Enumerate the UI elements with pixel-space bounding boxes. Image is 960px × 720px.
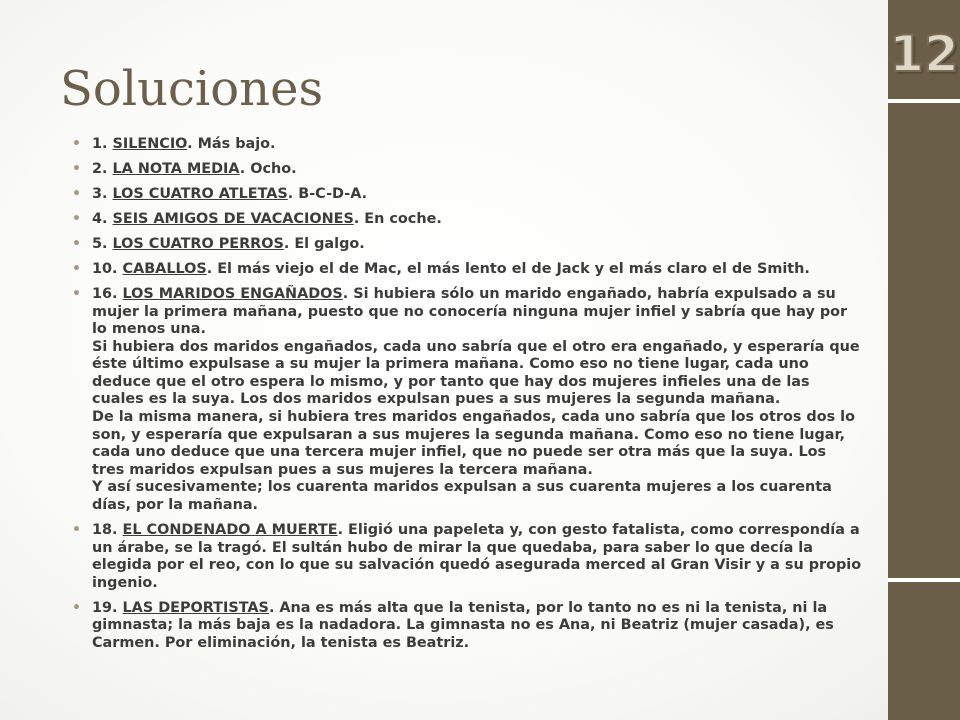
bullet-icon: • bbox=[72, 235, 81, 252]
solution-link[interactable]: EL CONDENADO A MUERTE bbox=[122, 522, 338, 539]
bullet-icon: • bbox=[72, 260, 81, 277]
solution-item-3 bbox=[72, 186, 862, 204]
side-panel bbox=[888, 0, 960, 720]
solutions-list bbox=[72, 136, 862, 660]
bullet-icon: • bbox=[72, 160, 81, 177]
solution-item-19 bbox=[72, 600, 862, 653]
solution-number: 1. bbox=[92, 136, 113, 152]
solution-link[interactable]: LA NOTA MEDIA bbox=[112, 160, 240, 177]
solution-paragraph: Y así sucesivamente; los cuarenta maridos expulsan a sus cuarenta mujeres a los cuarenta días, por la mañana. bbox=[92, 479, 832, 514]
solution-link[interactable]: LAS DEPORTISTAS bbox=[122, 599, 269, 616]
solution-item-18 bbox=[72, 522, 862, 592]
solution-link[interactable]: LOS MARIDOS ENGAÑADOS bbox=[122, 285, 343, 302]
side-panel-divider-bottom bbox=[888, 578, 960, 582]
solution-text: . B-C-D-A. bbox=[287, 185, 368, 202]
bullet-icon: • bbox=[72, 210, 81, 227]
solution-number: 2. bbox=[92, 160, 113, 177]
slide-title: Soluciones bbox=[60, 61, 324, 117]
solution-paragraph: Si hubiera dos maridos engañados, cada uno sabría que el otro era engañado, y esperaría que éste último expulsase a su mujer la primera mañana. Como eso no tiene lugar, cada uno deduce que el otro espera lo mismo, y por tanto que hay dos mujeres infieles una de las cuales es la suya. Los dos maridos expulsan pues a sus mujeres la segunda mañana. bbox=[92, 338, 860, 408]
solution-item-5 bbox=[72, 236, 862, 254]
solution-number: 10. bbox=[92, 260, 123, 277]
bullet-icon: • bbox=[72, 522, 81, 539]
bullet-icon: • bbox=[72, 285, 81, 302]
solution-text: . El más viejo el de Mac, el más lento el de Jack y el más claro el de Smith. bbox=[206, 260, 810, 277]
solution-text: . Eligió una papeleta y, con gesto fatalista, como correspondía a un árabe, se la tragó. El sultán hubo de mirar la que quedaba, para saber lo que decía la elegida por el reo, con lo que su salvación quedó asegurada merced al Gran Visir y a su propio ingenio. bbox=[92, 522, 862, 591]
solution-text: . Si hubiera sólo un marido engañado, habría expulsado a su mujer la primera mañana, puesto que no conocería ninguna mujer infiel y sabría que hay por lo menos una. bbox=[92, 285, 848, 338]
bullet-icon: • bbox=[72, 185, 81, 202]
solution-number: 18. bbox=[92, 522, 123, 539]
bullet-icon: • bbox=[72, 136, 81, 152]
solution-paragraph: De la misma manera, si hubiera tres maridos engañados, cada uno sabría que los otros dos lo son, y esperaría que expulsaran a sus mujeres la segunda mañana. Como eso no tiene lugar, cada uno deduce que una tercera mujer infiel, que no puede ser otra más que la suya. Los tres maridos expulsan pues a sus mujeres la tercera mañana. bbox=[92, 409, 855, 478]
solution-text: . Más bajo. bbox=[187, 136, 276, 152]
solution-number: 5. bbox=[92, 235, 113, 252]
solution-text: . El galgo. bbox=[283, 235, 365, 252]
solution-link[interactable]: LOS CUATRO PERROS bbox=[112, 235, 284, 252]
solution-text: . En coche. bbox=[353, 210, 442, 227]
bullet-icon: • bbox=[72, 599, 81, 616]
solution-link[interactable]: CABALLOS bbox=[122, 260, 207, 277]
solution-item-1 bbox=[72, 136, 862, 154]
solution-number: 19. bbox=[92, 599, 123, 616]
slide-number: 12 bbox=[889, 25, 959, 83]
solution-link[interactable]: SILENCIO bbox=[112, 136, 188, 152]
solution-item-16 bbox=[72, 286, 862, 515]
solution-number: 3. bbox=[92, 185, 113, 202]
solution-link[interactable]: LOS CUATRO ATLETAS bbox=[112, 185, 288, 202]
solution-item-10 bbox=[72, 261, 862, 279]
solution-number: 4. bbox=[92, 210, 113, 227]
solution-number: 16. bbox=[92, 285, 123, 302]
solution-item-4 bbox=[72, 211, 862, 229]
solution-text: . Ocho. bbox=[239, 160, 297, 177]
solution-link[interactable]: SEIS AMIGOS DE VACACIONES bbox=[112, 210, 354, 227]
side-panel-divider-top bbox=[888, 99, 960, 103]
solution-text: . Ana es más alta que la tenista, por lo tanto no es ni la tenista, ni la gimnasta; la más baja es la nadadora. La gimnasta no es Ana, ni Beatriz (mujer casada), es Carmen. Por eliminación, la tenista es Beatriz. bbox=[92, 599, 834, 651]
solution-item-2 bbox=[72, 161, 862, 179]
